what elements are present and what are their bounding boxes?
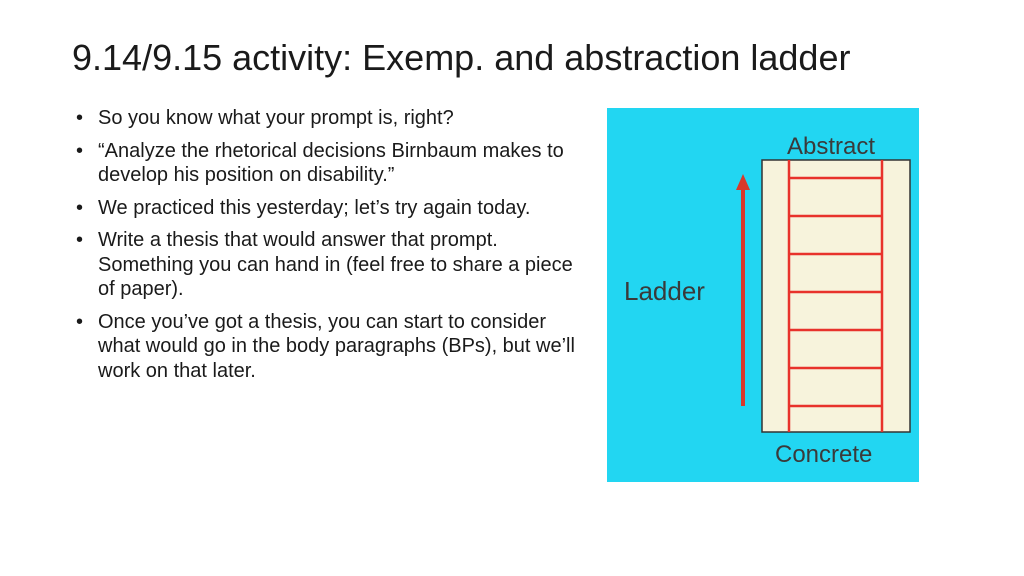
bullet-icon: • <box>76 139 84 162</box>
bullet-text: “Analyze the rhetorical decisions Birnbaum makes to develop his position on disability.” <box>98 139 564 186</box>
concrete-label: Concrete <box>775 441 873 468</box>
bullet-item <box>72 228 577 302</box>
bullet-icon: • <box>76 107 84 129</box>
bullet-text: Write a thesis that would answer that prompt. Something you can hand in (feel free to share a piece of paper). <box>98 229 573 300</box>
bullet-list <box>72 106 577 391</box>
bullet-item <box>72 196 577 221</box>
bullet-icon: • <box>76 310 84 333</box>
bullet-item <box>72 139 577 188</box>
slide-title: 9.14/9.15 activity: Exemp. and abstraction ladder <box>72 37 851 78</box>
abstraction-ladder-figure <box>607 108 919 482</box>
ladder-label: Ladder <box>624 276 705 306</box>
bullet-text: We practiced this yesterday; let’s try again today. <box>98 196 531 219</box>
bullet-icon: • <box>76 196 84 219</box>
bullet-item <box>72 310 577 384</box>
bullet-item <box>72 106 577 131</box>
bullet-icon: • <box>76 229 84 251</box>
bullet-text: Once you’ve got a thesis, you can start to consider what would go in the body paragraphs (BPs), but we’ll work on that later. <box>98 310 575 382</box>
ladder-panel <box>762 160 910 432</box>
ladder-diagram <box>607 108 919 482</box>
abstract-label: Abstract <box>787 133 876 160</box>
bullet-text: So you know what your prompt is, right? <box>98 107 454 129</box>
